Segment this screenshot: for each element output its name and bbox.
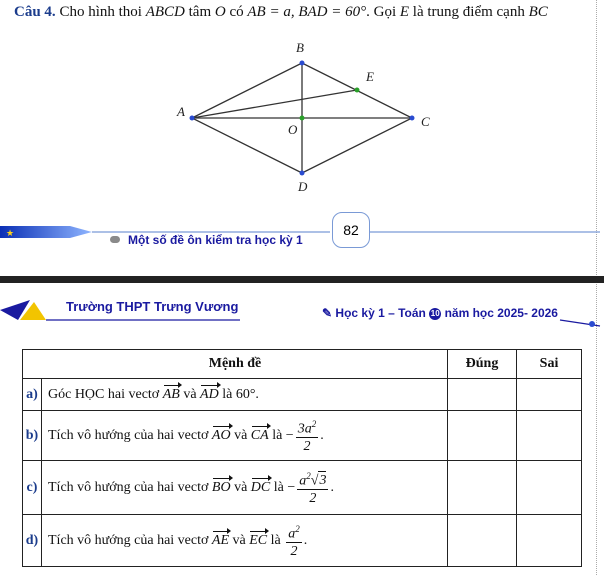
- label-d: D: [298, 179, 308, 194]
- statement-b: Tích vô hướng của hai vectơ AO và CA là − $\frac{3a^2}{2}$ .: [42, 411, 448, 461]
- label-a: A: [177, 104, 185, 119]
- header-term: ✎ Học kỳ 1 – Toán 10 năm học 2025- 2026: [322, 306, 558, 320]
- point-d: [300, 171, 305, 176]
- answer-true-b[interactable]: [448, 411, 517, 461]
- segment-ae: [192, 90, 357, 118]
- col-false: Sai: [517, 350, 582, 379]
- footer-bullet: [110, 236, 120, 243]
- true-false-table: [22, 349, 582, 567]
- answer-true-a[interactable]: [448, 379, 517, 411]
- col-statement: Mệnh đề: [23, 350, 448, 379]
- header-school-name: Trường THPT Trưng Vương: [66, 299, 239, 314]
- point-o: [300, 116, 305, 121]
- question-text: Câu 4. Cho hình thoi ABCD tâm O có AB = a, BAD = 60°. Gọi E là trung điểm cạnh BC: [14, 4, 548, 20]
- svg-text:★: ★: [6, 228, 15, 238]
- statement-a: Góc HỌC hai vectơ AB và AD là 60°.: [42, 379, 448, 411]
- label-c: C: [421, 114, 430, 129]
- table-row: a) Góc HỌC hai vectơ AB và AD là 60°.: [23, 379, 582, 411]
- table-row: c) Tích vô hướng của hai vectơ BO và DC là − $\frac{a^2√3}{2}$ .: [23, 461, 582, 515]
- point-a: [190, 116, 195, 121]
- answer-false-b[interactable]: [517, 411, 582, 461]
- answer-true-d[interactable]: [448, 515, 517, 567]
- given-condition: AB = a, BAD = 60°: [247, 4, 367, 20]
- label-e: E: [366, 69, 374, 84]
- label-b: B: [296, 40, 304, 55]
- point-e: [355, 88, 360, 93]
- rhombus-figure: [160, 38, 440, 198]
- page-divider: [0, 276, 604, 283]
- grade-badge: 10: [430, 309, 440, 318]
- table-row: d) Tích vô hướng của hai vectơ AE và EC là $\frac{a^2}{2}$ .: [23, 515, 582, 567]
- statement-d: Tích vô hướng của hai vectơ AE và EC là $\frac{a^2}{2}$ .: [42, 515, 448, 567]
- point-b: [300, 61, 305, 66]
- label-o: O: [288, 122, 298, 137]
- footer-book-title: Một số đề ôn kiểm tra học kỳ 1: [128, 233, 303, 247]
- edit-icon: ✎: [322, 306, 333, 320]
- table-row: b) Tích vô hướng của hai vectơ AO và CA là − $\frac{3a^2}{2}$ .: [23, 411, 582, 461]
- page-number: 82: [332, 212, 370, 248]
- answer-false-c[interactable]: [517, 461, 582, 515]
- page-edge-guide: [596, 0, 603, 575]
- answer-false-d[interactable]: [517, 515, 582, 567]
- col-true: Đúng: [448, 350, 517, 379]
- question-number: Câu 4.: [14, 4, 56, 20]
- answer-true-c[interactable]: [448, 461, 517, 515]
- statement-c: Tích vô hướng của hai vectơ BO và DC là − $\frac{a^2√3}{2}$ .: [42, 461, 448, 515]
- table-header-row: [23, 350, 582, 379]
- answer-false-a[interactable]: [517, 379, 582, 411]
- point-c: [410, 116, 415, 121]
